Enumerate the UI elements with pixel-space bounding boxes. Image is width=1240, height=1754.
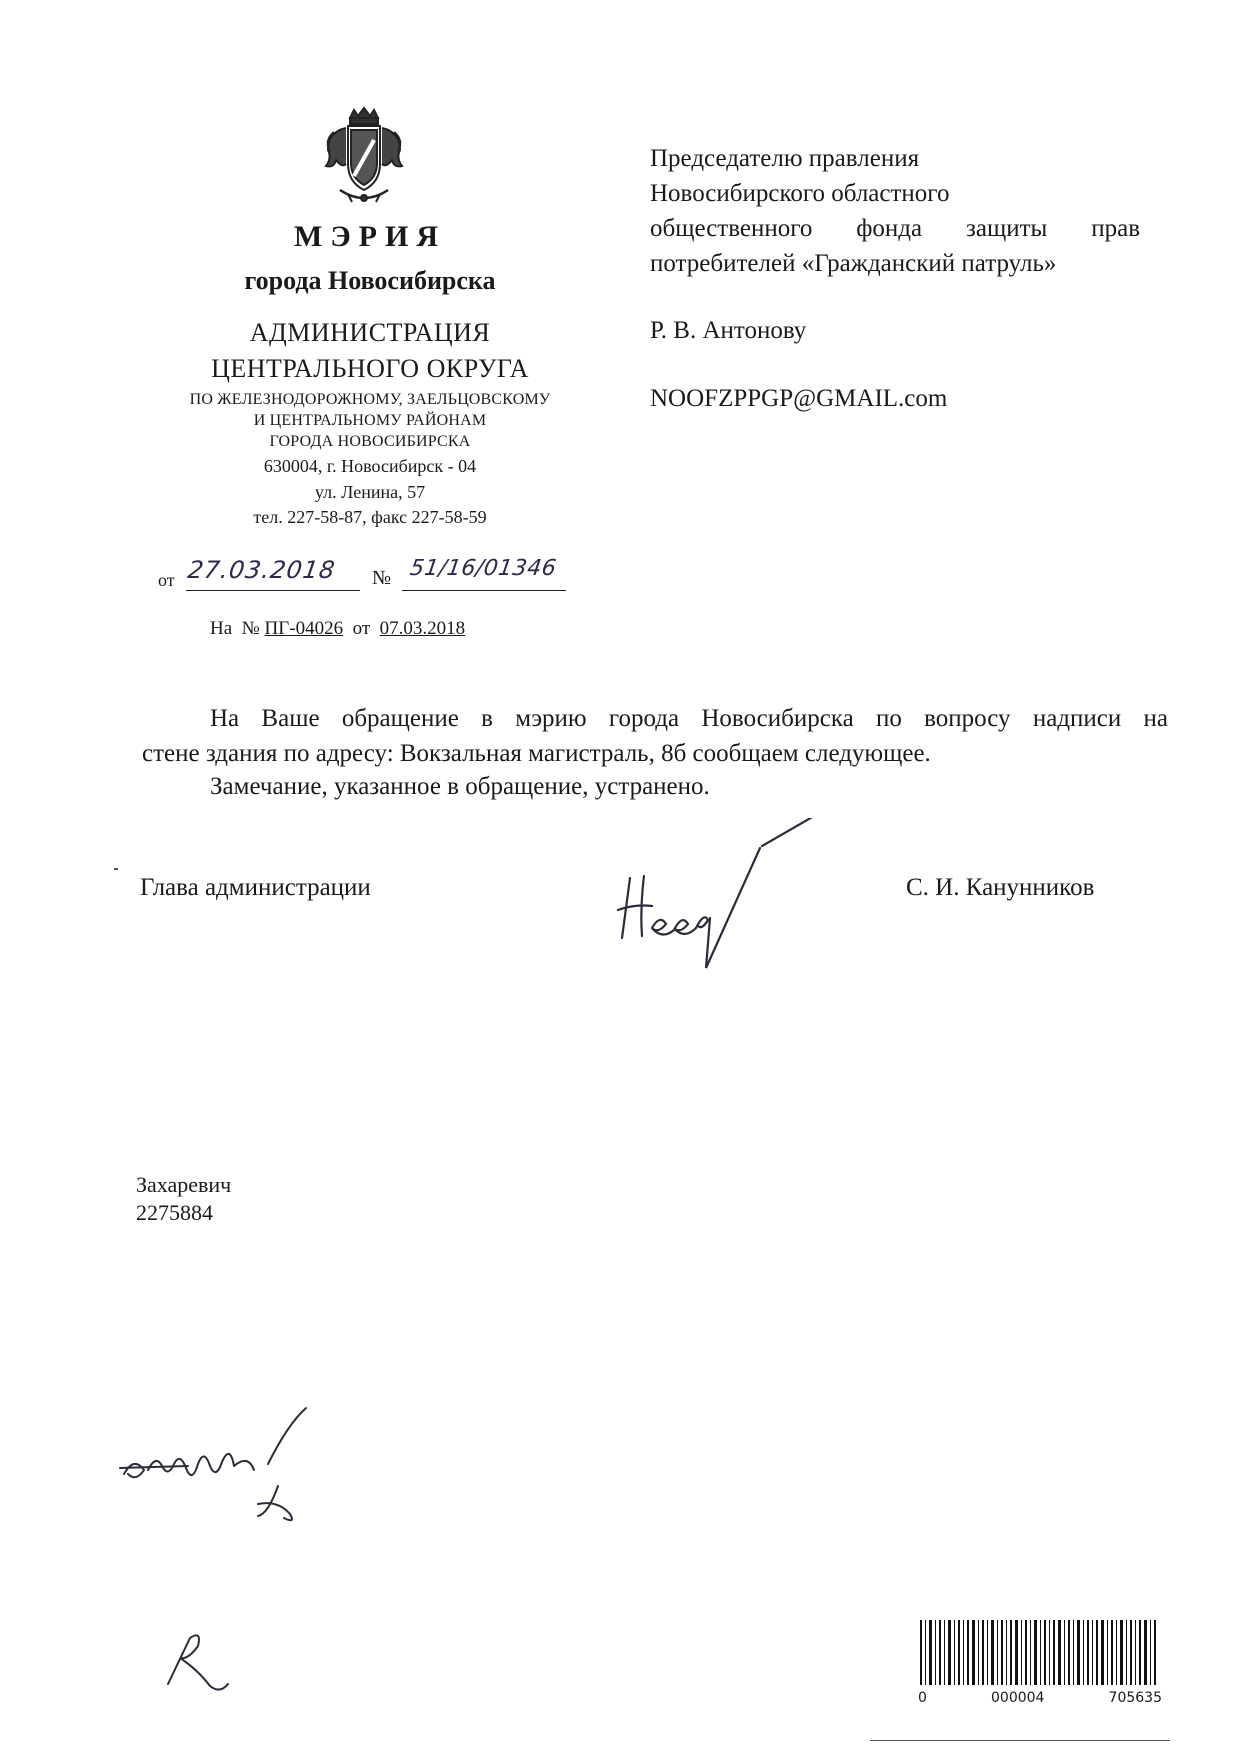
coat-of-arms-icon	[318, 106, 410, 210]
body-word: вопросу	[924, 705, 1011, 732]
ref-date: 07.03.2018	[379, 618, 466, 639]
body-word: Новосибирска	[701, 705, 854, 732]
body-word: надписи	[1032, 705, 1122, 732]
body-paragraph1-line2: стене здания по адресу: Вокзальная магистраль, 8б сообщаем следующее.	[142, 740, 931, 767]
date-value: 27.03.2018	[186, 556, 338, 584]
body-word: Ваше	[261, 705, 320, 732]
ref-date-label: от	[352, 618, 371, 639]
body-word: города	[608, 705, 680, 732]
districts-line2: И ЦЕНТРАЛЬНОМУ РАЙОНАМ	[253, 412, 487, 429]
number-label: №	[372, 567, 392, 589]
mayoralty-title: МЭРИЯ	[294, 220, 446, 253]
executor-name-visible: Захаревич	[136, 1172, 232, 1197]
executor-signature-icon	[118, 1404, 338, 1524]
body-word: На	[210, 705, 240, 732]
number-underline	[402, 590, 566, 591]
reference-line	[210, 618, 465, 640]
body-word: обращение	[341, 705, 459, 732]
city-title: города Новосибирска	[244, 266, 496, 295]
body-word: на	[1143, 705, 1168, 732]
body-word: по	[875, 705, 902, 732]
recipient-word: фонда	[856, 215, 923, 242]
administration-title-line1: АДМИНИСТРАЦИЯ	[249, 318, 491, 347]
recipient-name: Р. В. Антонову	[650, 317, 807, 344]
handwritten-signature-icon	[600, 818, 840, 988]
recipient-word: защиты	[966, 215, 1048, 242]
bottom-rule	[870, 1740, 1170, 1741]
ref-prefix: На	[210, 618, 233, 639]
recipient-word: прав	[1091, 215, 1140, 242]
recipient-word: общественного	[650, 215, 813, 242]
executor-phone: 2275884	[136, 1200, 213, 1225]
barcode-digit-group: 705635	[1108, 1690, 1162, 1706]
barcode-icon	[910, 1620, 1170, 1685]
recipient-line4: потребителей «Гражданский патруль»	[650, 250, 1057, 277]
body-word: в	[481, 705, 493, 732]
scan-mark	[114, 868, 118, 870]
ref-number: ПГ-04026	[264, 618, 344, 639]
executor-initials-icon	[150, 1620, 260, 1700]
date-label: от	[158, 570, 175, 590]
signer-name: С. И. Канунников	[906, 874, 1095, 901]
barcode-digit-group: 000004	[991, 1690, 1045, 1706]
number-value: 51/16/01346	[408, 556, 559, 581]
districts-line3: ГОРОДА НОВОСИБИРСКА	[269, 433, 471, 450]
recipient-line3	[650, 215, 1140, 243]
address-line1: 630004, г. Новосибирск - 04	[263, 456, 477, 476]
recipient-line1: Председателю правления	[650, 145, 920, 172]
body-paragraph1-line1	[210, 705, 1168, 733]
phones-line: тел. 227-58-87, факс 227-58-59	[253, 507, 487, 527]
barcode-digit-group: 0	[918, 1690, 927, 1706]
body-paragraph2: Замечание, указанное в обращение, устранено.	[210, 773, 710, 800]
recipient-line2: Новосибирского областного	[650, 180, 950, 207]
date-underline	[186, 590, 360, 591]
address-line2: ул. Ленина, 57	[314, 482, 426, 502]
ref-number-label: №	[241, 618, 260, 639]
districts-line1: ПО ЖЕЛЕЗНОДОРОЖНОМУ, ЗАЕЛЬЦОВСКОМУ	[189, 391, 551, 408]
signatory-position: Глава администрации	[140, 874, 371, 901]
body-word: мэрию	[515, 705, 587, 732]
administration-title-line2: ЦЕНТРАЛЬНОГО ОКРУГА	[211, 354, 529, 383]
barcode-digits	[910, 1690, 1170, 1706]
recipient-email: NOOFZPPGP@GMAIL.com	[650, 385, 948, 412]
